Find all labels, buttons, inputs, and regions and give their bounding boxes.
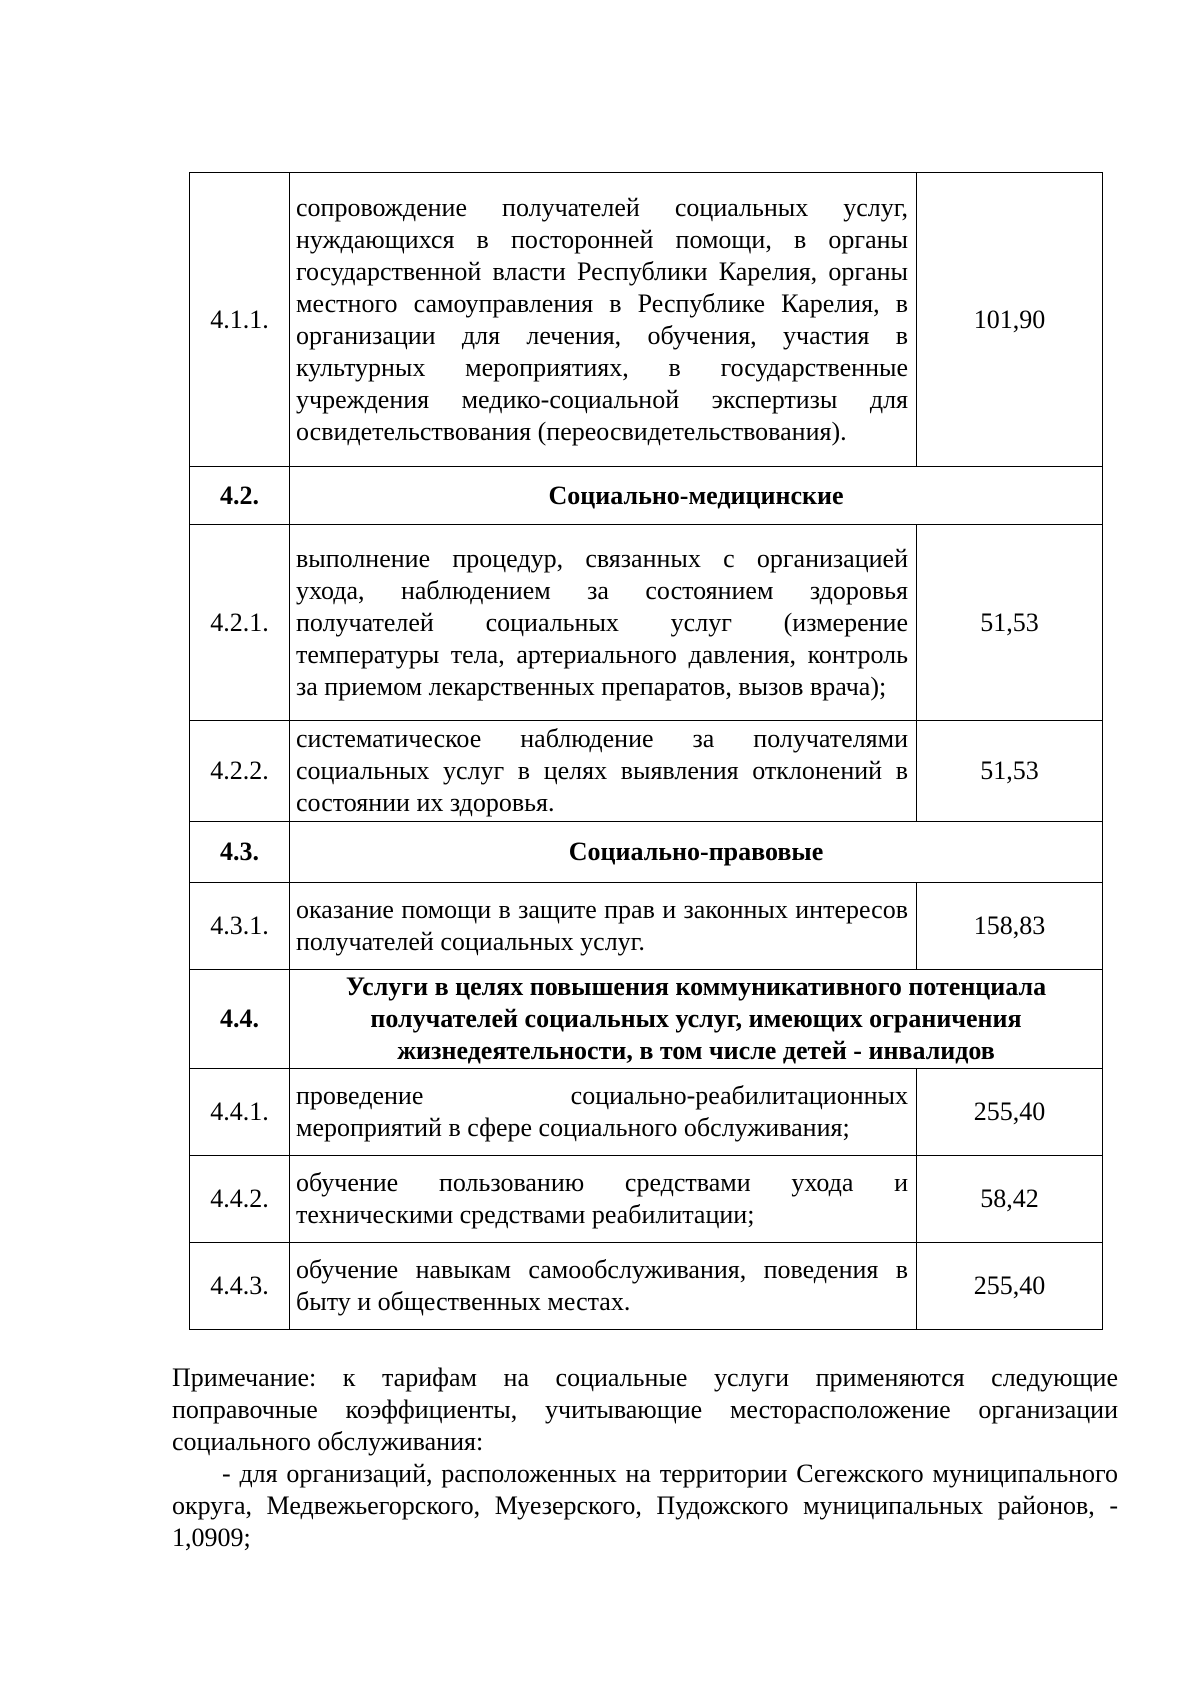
row-number: 4.2.2.	[190, 721, 290, 822]
section-title: Услуги в целях повышения коммуникативного потенциала получателей социальных услуг, имеющих ограничения жизнедеятельности, в том числе детей - инвалидов	[290, 970, 1103, 1069]
note-list-item: - для организаций, расположенных на территории Сегежского муниципального округа, Медвежьегорского, Муезерского, Пудожского муниципальных районов, - 1,0909;	[172, 1459, 1118, 1552]
table-row	[190, 1069, 1103, 1156]
table-row	[190, 883, 1103, 970]
section-number: 4.2.	[190, 467, 290, 525]
section-number: 4.3.	[190, 822, 290, 883]
service-description	[290, 721, 917, 822]
service-tariff: 51,53	[917, 721, 1103, 822]
table-row	[190, 1243, 1103, 1330]
section-header-row	[190, 970, 1103, 1069]
service-description	[290, 1156, 917, 1243]
service-description-text: обучение навыкам самообслуживания, поведения в быту и общественных местах.	[296, 1255, 908, 1316]
table-row	[190, 173, 1103, 467]
section-title: Социально-правовые	[290, 822, 1103, 883]
service-tariff: 51,53	[917, 525, 1103, 721]
service-description	[290, 1243, 917, 1330]
service-description	[290, 173, 917, 467]
section-header-row	[190, 467, 1103, 525]
row-number: 4.4.3.	[190, 1243, 290, 1330]
row-number: 4.2.1.	[190, 525, 290, 721]
note-block	[172, 1362, 1118, 1554]
service-tariff: 255,40	[917, 1243, 1103, 1330]
service-description	[290, 1069, 917, 1156]
section-title: Социально-медицинские	[290, 467, 1103, 525]
service-tariff: 58,42	[917, 1156, 1103, 1243]
table-row	[190, 1156, 1103, 1243]
service-description-text: проведение социально-реабилитационных мероприятий в сфере социального обслуживания;	[296, 1081, 908, 1142]
service-description	[290, 883, 917, 970]
row-number: 4.4.1.	[190, 1069, 290, 1156]
service-tariff: 101,90	[917, 173, 1103, 467]
table-row	[190, 721, 1103, 822]
section-number: 4.4.	[190, 970, 290, 1069]
section-header-row	[190, 822, 1103, 883]
row-number: 4.1.1.	[190, 173, 290, 467]
service-description-text: систематическое наблюдение за получателями социальных услуг в целях выявления отклонений в состоянии их здоровья.	[296, 724, 908, 817]
service-description-text: выполнение процедур, связанных с организацией ухода, наблюдением за состоянием здоровья получателей социальных услуг (измерение температуры тела, артериального давления, контроль за приемом лекарственных препаратов, вызов врача);	[296, 543, 908, 701]
row-number: 4.4.2.	[190, 1156, 290, 1243]
service-tariff: 158,83	[917, 883, 1103, 970]
service-description-text: обучение пользованию средствами ухода и техническими средствами реабилитации;	[296, 1168, 908, 1229]
service-description	[290, 525, 917, 721]
table-row	[190, 525, 1103, 721]
row-number: 4.3.1.	[190, 883, 290, 970]
service-tariff: 255,40	[917, 1069, 1103, 1156]
service-description-text: оказание помощи в защите прав и законных интересов получателей социальных услуг.	[296, 895, 908, 956]
tariff-table	[189, 172, 1103, 1330]
note-paragraph: Примечание: к тарифам на социальные услуги применяются следующие поправочные коэффициенты, учитывающие месторасположение организации социального обслуживания:	[172, 1363, 1118, 1456]
service-description-text: сопровождение получателей социальных услуг, нуждающихся в посторонней помощи, в органы государственной власти Республики Карелия, органы местного самоуправления в Республике Карелия, в организации для лечения, обучения, участия в культурных мероприятиях, в государственные учреждения медико-социальной экспертизы для освидетельствования (переосвидетельствования).	[296, 192, 908, 446]
